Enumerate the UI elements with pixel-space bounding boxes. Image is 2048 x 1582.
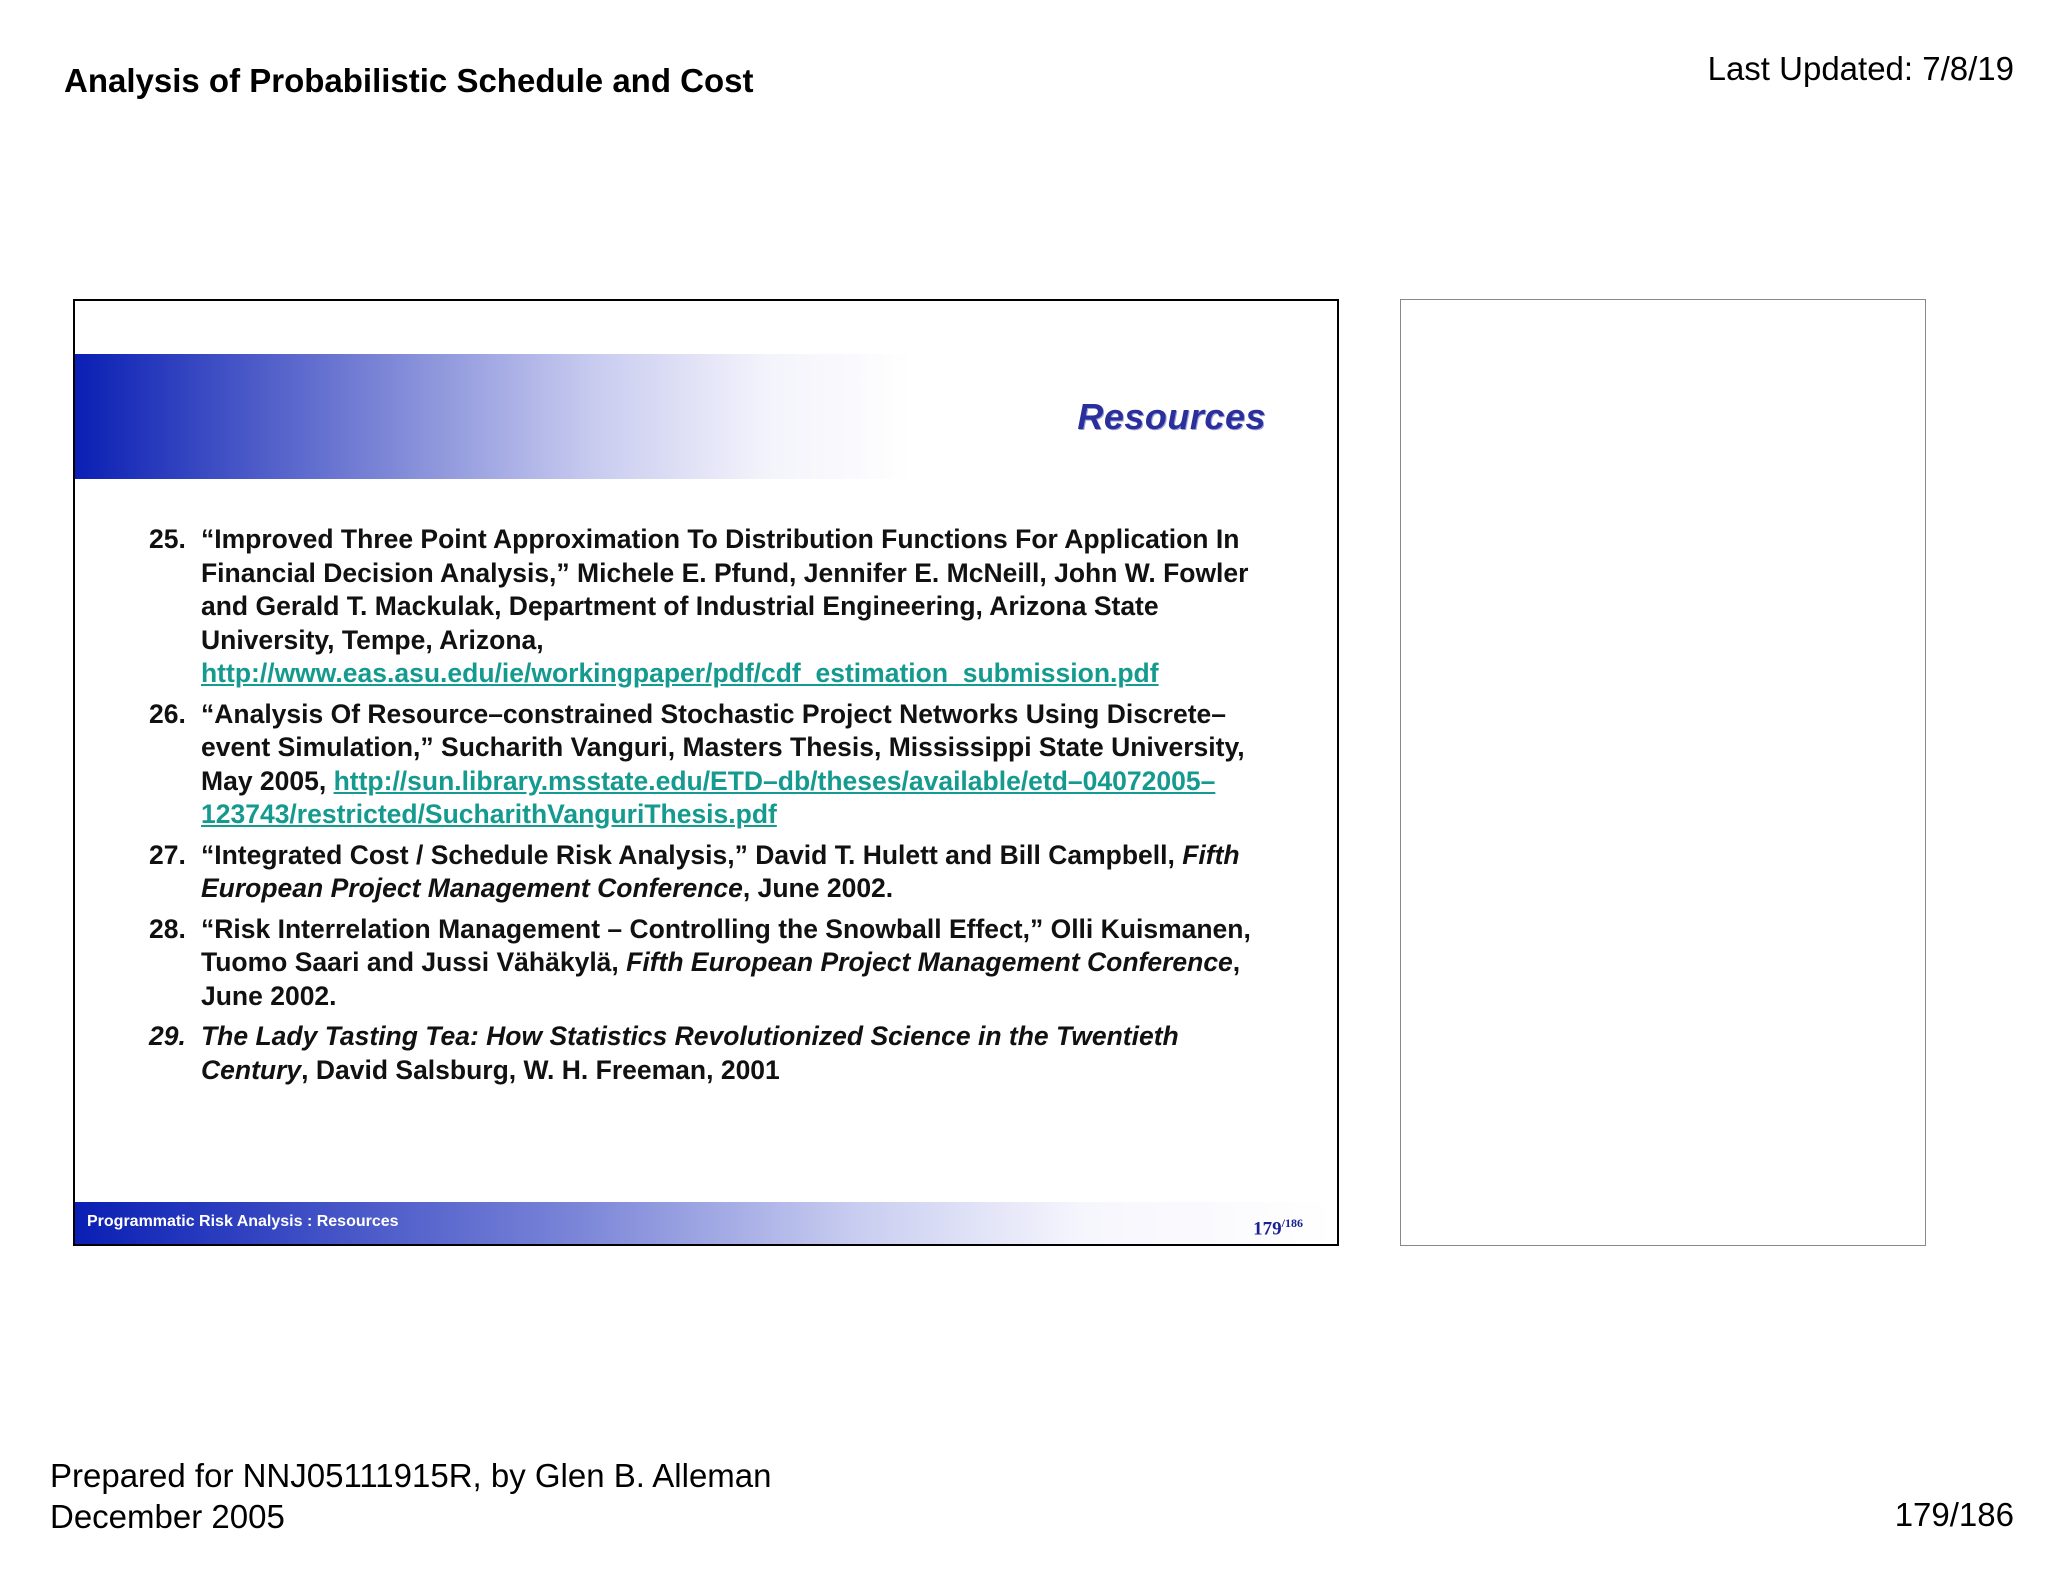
reference-citation: “Risk Interrelation Management – Controlling the Snowball Effect,” Olli Kuismanen, Tuomo Saari and Jussi Vähäkylä,	[201, 913, 1251, 977]
reference-text	[201, 1020, 1269, 1087]
reference-item	[149, 839, 1269, 906]
reference-citation: “Analysis Of Resource–constrained Stochastic Project Networks Using Discrete–event Simulation,” Sucharith Vanguri, Masters Thesis, Mississippi State University, May 2005,	[201, 698, 1245, 796]
reference-citation: “Improved Three Point Approximation To Distribution Functions For Application In Financial Decision Analysis,” Michele E. Pfund, Jennifer E. McNeill, John W. Fowler and Gerald T. Mackulak, Department of Industrial Engineering, Arizona State University, Tempe, Arizona,	[201, 524, 1249, 655]
reference-number: 28.	[149, 913, 186, 944]
reference-text	[201, 913, 1269, 1014]
reference-item	[149, 913, 1269, 1014]
slide-page-number	[1253, 1216, 1303, 1240]
slide-page-total: /186	[1281, 1216, 1303, 1230]
reference-number: 26.	[149, 698, 186, 729]
slide-thumbnail	[73, 299, 1339, 1246]
reference-number: 27.	[149, 839, 186, 870]
slide-title: Resources	[1077, 396, 1266, 437]
reference-item	[149, 1020, 1269, 1087]
reference-tail: , David Salsburg, W. H. Freeman, 2001	[301, 1054, 780, 1085]
page-title: Analysis of Probabilistic Schedule and Cost	[64, 62, 754, 99]
prepared-by	[50, 1455, 772, 1537]
reference-list	[149, 523, 1269, 1094]
reference-tail: , June 2002.	[742, 873, 894, 903]
reference-venue: Fifth European Project Management Conference	[201, 839, 1240, 903]
prepared-for-text: Prepared for NNJ05111915R, by Glen B. Alleman	[50, 1457, 772, 1494]
reference-link[interactable]: http://www.eas.asu.edu/ie/workingpaper/pdf/cdf_estimation_submission.pdf	[201, 658, 1159, 688]
reference-venue: Fifth European Project Management Conference	[626, 947, 1233, 977]
slide-page-current: 179	[1253, 1218, 1282, 1240]
reference-tail: , June 2002.	[201, 947, 1241, 1011]
page-number: 179/186	[1894, 1496, 2014, 1533]
reference-text	[201, 523, 1269, 691]
slide-footer-banner	[75, 1202, 1337, 1244]
reference-citation: “Integrated Cost / Schedule Risk Analysis,” David T. Hulett and Bill Campbell,	[201, 839, 1183, 870]
reference-item	[149, 523, 1269, 691]
slide-footer-text: Programmatic Risk Analysis : Resources	[87, 1213, 399, 1230]
last-updated-date: Last Updated: 7/8/19	[1707, 50, 2014, 87]
reference-link[interactable]: http://sun.library.msstate.edu/ETD–db/theses/available/etd–04072005–123743/restricted/SucharithVanguriThesis.pdf	[201, 765, 1216, 829]
reference-number: 25.	[149, 524, 186, 554]
reference-number: 29.	[149, 1021, 186, 1051]
notes-panel	[1400, 299, 1926, 1246]
slide-header-banner	[75, 354, 1308, 479]
reference-text	[201, 839, 1269, 906]
reference-text	[201, 698, 1269, 832]
prepared-date: December 2005	[50, 1498, 285, 1535]
reference-item	[149, 698, 1269, 832]
reference-book-title: The Lady Tasting Tea: How Statistics Revolutionized Science in the Twentieth Century	[201, 1021, 1179, 1085]
